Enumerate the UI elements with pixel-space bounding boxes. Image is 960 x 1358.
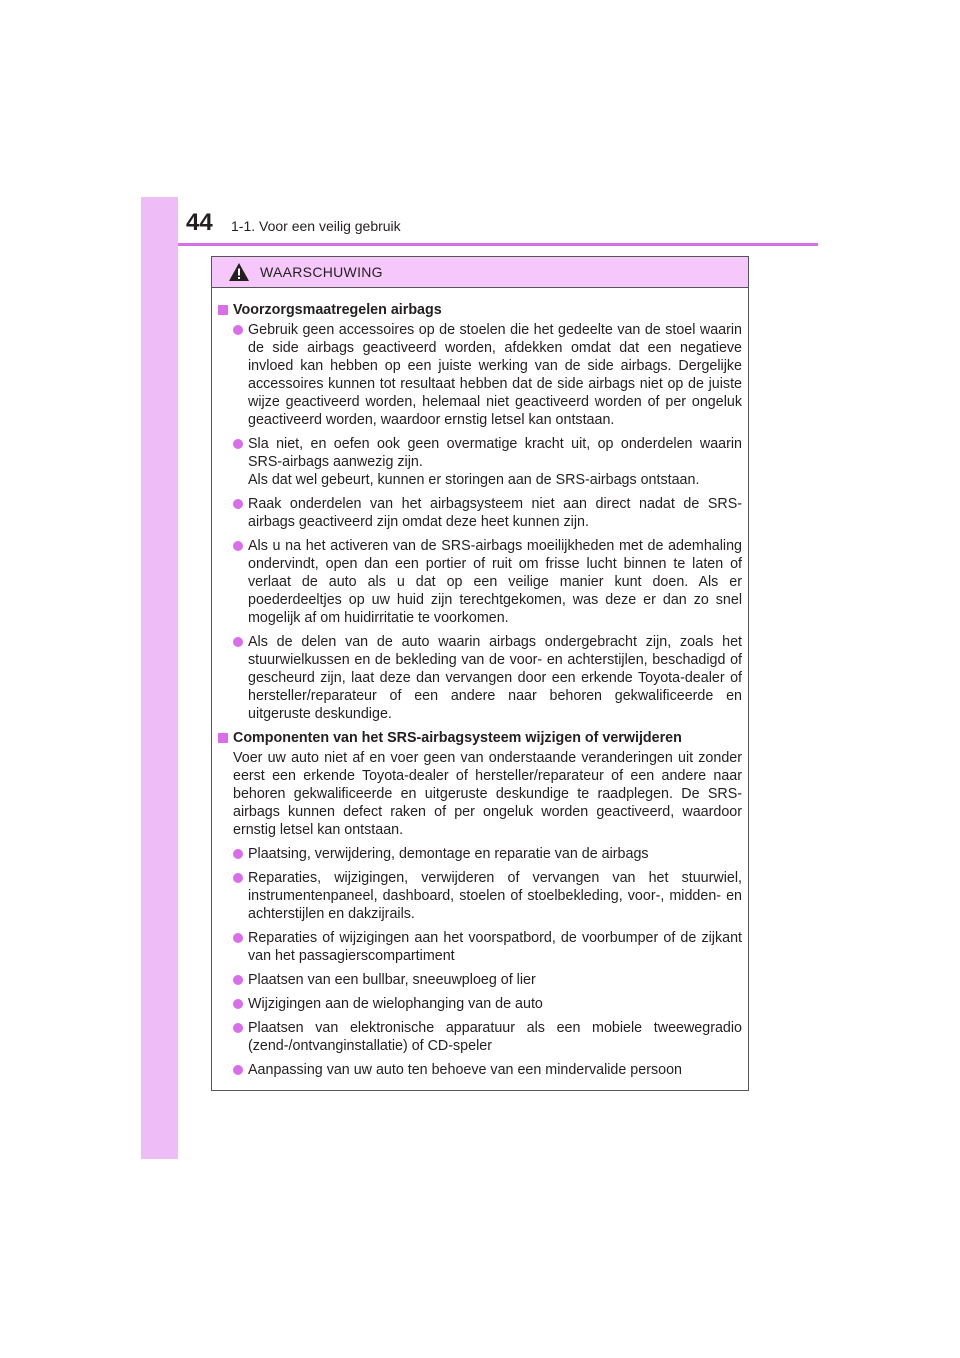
list-item-line: Sla niet, en oefen ook geen overmatige kracht uit, op onderdelen waarin SRS-airbags aanwezig zijn. — [248, 436, 742, 470]
round-bullet-icon — [233, 933, 243, 943]
round-bullet-icon — [233, 499, 243, 509]
list-item — [233, 537, 742, 627]
list-item — [233, 845, 742, 863]
chapter-side-tab — [141, 197, 178, 1159]
round-bullet-icon — [233, 1065, 243, 1075]
list-item-text: Aanpassing van uw auto ten behoeve van een mindervalide persoon — [248, 1062, 682, 1078]
round-bullet-icon — [233, 541, 243, 551]
list-item-text: Wijzigingen aan de wielophanging van de auto — [248, 996, 543, 1012]
round-bullet-icon — [233, 1023, 243, 1033]
list-item — [233, 995, 742, 1013]
section-heading-text: Voorzorgsmaatregelen airbags — [233, 302, 442, 318]
list-item — [233, 971, 742, 989]
list-item — [233, 1061, 742, 1079]
list-item-text: Gebruik geen accessoires op de stoelen die het gedeelte van de stoel waarin de side airbags geactiveerd worden, afdekken omdat dat een negatieve invloed kan hebben op een juiste werking van de side airbags. Dergelijke accessoires kunnen tot resultaat hebben dat de side airbags niet op de juiste wijze geactiveerd worden, helemaal niet geactiveerd worden of per ongeluk geactiveerd worden, waardoor ernstig letsel kan ontstaan. — [248, 322, 742, 428]
list-item-text — [248, 435, 742, 489]
list-item-text: Plaatsen van elektronische apparatuur als een mobiele tweewegradio (zend-/ontvanginstallatie) of CD-speler — [248, 1020, 742, 1054]
round-bullet-icon — [233, 325, 243, 335]
round-bullet-icon — [233, 439, 243, 449]
round-bullet-icon — [233, 637, 243, 647]
section-heading — [218, 301, 742, 319]
list-item — [233, 633, 742, 723]
round-bullet-icon — [233, 975, 243, 985]
list-item-text: Reparaties of wijzigingen aan het voorspatbord, de voorbumper of de zijkant van het passagierscompartiment — [248, 930, 742, 964]
list-item-text: Reparaties, wijzigingen, verwijderen of vervangen van het stuurwiel, instrumentenpaneel, dashboard, stoelen of stoelbekleding, voor-, midden- en achterstijlen en dakzijrails. — [248, 870, 742, 922]
section-heading — [218, 729, 742, 747]
header-rule — [178, 243, 818, 246]
list-item — [233, 495, 742, 531]
warning-header — [212, 257, 748, 288]
page-number: 44 — [186, 209, 213, 236]
round-bullet-icon — [233, 873, 243, 883]
list-item-text: Als u na het activeren van de SRS-airbags moeilijkheden met de ademhaling ondervindt, open dan een portier of ruit om frisse lucht binnen te laten of verlaat de auto als u dat op een veilige manier kunt doen. Als er poederdeeltjes op uw huid zijn terechtgekomen, was deze er dan zo snel mogelijk af om huidirritatie te voorkomen. — [248, 538, 742, 626]
list-item — [233, 869, 742, 923]
list-item — [233, 929, 742, 965]
round-bullet-icon — [233, 849, 243, 859]
list-item-text: Plaatsing, verwijdering, demontage en reparatie van de airbags — [248, 846, 649, 862]
section-heading-text: Componenten van het SRS-airbagsysteem wijzigen of verwijderen — [233, 730, 682, 746]
list-item — [233, 435, 742, 489]
square-bullet-icon — [218, 305, 228, 315]
list-item-text: Als de delen van de auto waarin airbags ondergebracht zijn, zoals het stuurwielkussen en de bekleding van de voor- en achterstijlen, beschadigd of gescheurd zijn, laat deze dan vervangen door een erkende Toyota-dealer of hersteller/reparateur of een andere naar behoren gekwalificeerde en uitgeruste deskundige. — [248, 634, 742, 722]
square-bullet-icon — [218, 733, 228, 743]
warning-triangle-icon — [228, 262, 250, 282]
warning-body — [212, 288, 748, 1079]
list-item-text: Plaatsen van een bullbar, sneeuwploeg of lier — [248, 972, 536, 988]
warning-box — [211, 256, 749, 1091]
list-item — [233, 321, 742, 429]
list-item-text: Raak onderdelen van het airbagsysteem niet aan direct nadat de SRS-airbags geactiveerd zijn omdat deze heet kunnen zijn. — [248, 496, 742, 530]
round-bullet-icon — [233, 999, 243, 1009]
section-intro: Voer uw auto niet af en voer geen van onderstaande veranderingen uit zonder eerst een erkende Toyota-dealer of hersteller/reparateur of een andere naar behoren gekwalificeerde en uitgeruste deskundige te raadplegen. De SRS-airbags kunnen defect raken of per ongeluk worden geactiveerd, waardoor ernstig letsel kan ontstaan. — [233, 750, 742, 838]
section-title: 1-1. Voor een veilig gebruik — [231, 218, 401, 234]
list-item-line: Als dat wel gebeurt, kunnen er storingen aan de SRS-airbags ontstaan. — [248, 472, 700, 488]
warning-title: WAARSCHUWING — [260, 264, 383, 280]
list-item — [233, 1019, 742, 1055]
